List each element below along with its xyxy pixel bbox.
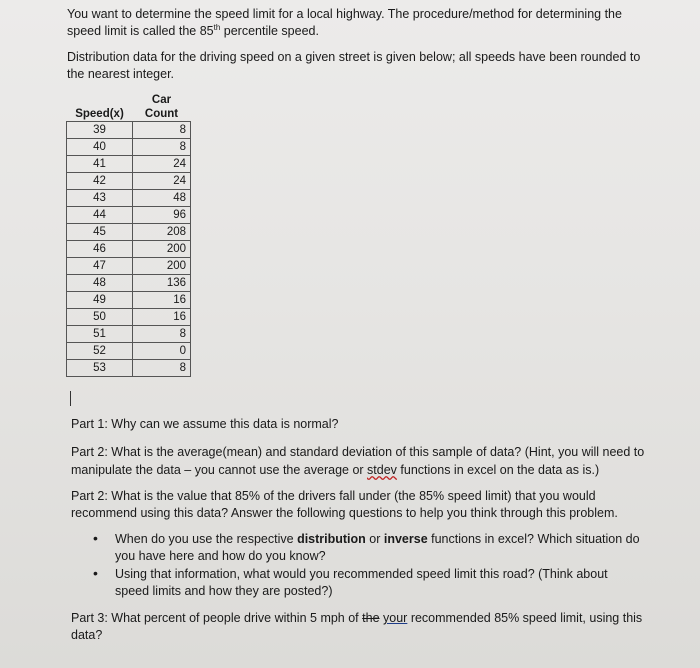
table-row	[67, 258, 191, 275]
speed-cell: 52	[67, 343, 133, 360]
speed-cell: 41	[67, 156, 133, 173]
part-3-struck-word: the	[362, 611, 380, 625]
intro-line-1: You want to determine the speed limit for a local highway. The procedure/method for determining the	[67, 7, 622, 21]
count-cell: 200	[133, 258, 191, 275]
count-cell: 8	[133, 139, 191, 156]
part-3-pre: Part 3: What percent of people drive within 5 mph of	[71, 611, 363, 625]
text-cursor	[70, 391, 71, 406]
table-row	[67, 343, 191, 360]
part-3-inserted-word: your	[383, 611, 408, 625]
header-speed: Speed(x)	[75, 108, 124, 120]
part-2a-line-1: Part 2: What is the average(mean) and standard deviation of this sample of data? (Hint, you will need to	[71, 445, 645, 459]
count-cell: 48	[133, 190, 191, 207]
part-2b-line-2: recommend using this data? Answer the following questions to help you think through this problem.	[71, 506, 618, 520]
intro-line-2-pre: speed limit is called the 85	[67, 24, 214, 38]
bullet-1-line-2: you have here and how do you know?	[115, 549, 326, 563]
bullet-1-mid: or	[365, 532, 384, 546]
header-count-top: Car	[151, 94, 172, 106]
part-3-line-2: data?	[71, 628, 103, 642]
count-cell: 16	[133, 292, 191, 309]
count-cell: 0	[133, 343, 191, 360]
count-cell: 96	[133, 207, 191, 224]
bullet-1-line-1	[115, 532, 640, 546]
speed-cell: 43	[67, 190, 133, 207]
table-row	[67, 241, 191, 258]
table-row	[67, 173, 191, 190]
speed-cell: 50	[67, 309, 133, 326]
intro-line-2-post: percentile speed.	[220, 24, 319, 38]
part-1-question: Part 1: Why can we assume this data is normal?	[71, 417, 339, 431]
table-row	[67, 190, 191, 207]
speed-cell: 39	[67, 122, 133, 139]
table-row	[67, 224, 191, 241]
table-row	[67, 275, 191, 292]
speed-cell: 42	[67, 173, 133, 190]
bullet-1-distribution: distribution	[297, 532, 366, 546]
speed-cell: 51	[67, 326, 133, 343]
part-2a-line-2-post: functions in excel on the data as is.)	[396, 463, 600, 477]
speed-count-table	[66, 93, 191, 377]
bullet-2-marker: •	[93, 565, 98, 581]
distribution-line-1: Distribution data for the driving speed on a given street is given below; all speeds have been rounded to	[67, 50, 641, 64]
table-row	[67, 326, 191, 343]
bullet-1-marker: •	[93, 530, 98, 546]
table-row	[67, 309, 191, 326]
bullet-1-pre: When do you use the respective	[115, 532, 298, 546]
distribution-line-2: the nearest integer.	[67, 67, 175, 81]
speed-cell: 48	[67, 275, 133, 292]
count-cell: 16	[133, 309, 191, 326]
speed-cell: 53	[67, 360, 133, 377]
intro-superscript: th	[213, 22, 221, 32]
bullet-1-post: functions in excel? Which situation do	[427, 532, 640, 546]
speed-cell: 46	[67, 241, 133, 258]
speed-cell: 49	[67, 292, 133, 309]
speed-cell: 40	[67, 139, 133, 156]
count-cell: 24	[133, 156, 191, 173]
count-cell: 8	[133, 360, 191, 377]
part-3-line-1	[71, 611, 642, 625]
intro-line-2	[67, 24, 319, 38]
table-row	[67, 292, 191, 309]
speed-cell: 47	[67, 258, 133, 275]
count-cell: 8	[133, 122, 191, 139]
part-3-post: recommended 85% speed limit, using this	[407, 611, 643, 625]
part-2a-line-2	[71, 463, 599, 477]
bullet-1-inverse: inverse	[383, 532, 428, 546]
table-row	[67, 360, 191, 377]
count-cell: 136	[133, 275, 191, 292]
speed-cell: 44	[67, 207, 133, 224]
table-row	[67, 122, 191, 139]
speed-cell: 45	[67, 224, 133, 241]
bullet-2-line-1: Using that information, what would you recommended speed limit this road? (Think about	[115, 567, 608, 581]
count-cell: 24	[133, 173, 191, 190]
count-cell: 208	[133, 224, 191, 241]
stdev-misspelled-word: stdev	[367, 463, 397, 477]
part-2a-line-2-pre: manipulate the data – you cannot use the average or	[71, 463, 368, 477]
part-2b-line-1: Part 2: What is the value that 85% of the drivers fall under (the 85% speed limit) that you would	[71, 489, 596, 503]
count-cell: 200	[133, 241, 191, 258]
table-row	[67, 156, 191, 173]
table-row	[67, 139, 191, 156]
header-count-bottom: Count	[144, 108, 179, 120]
count-cell: 8	[133, 326, 191, 343]
table-row	[67, 207, 191, 224]
bullet-2-line-2: speed limits and how they are posted?)	[115, 584, 333, 598]
